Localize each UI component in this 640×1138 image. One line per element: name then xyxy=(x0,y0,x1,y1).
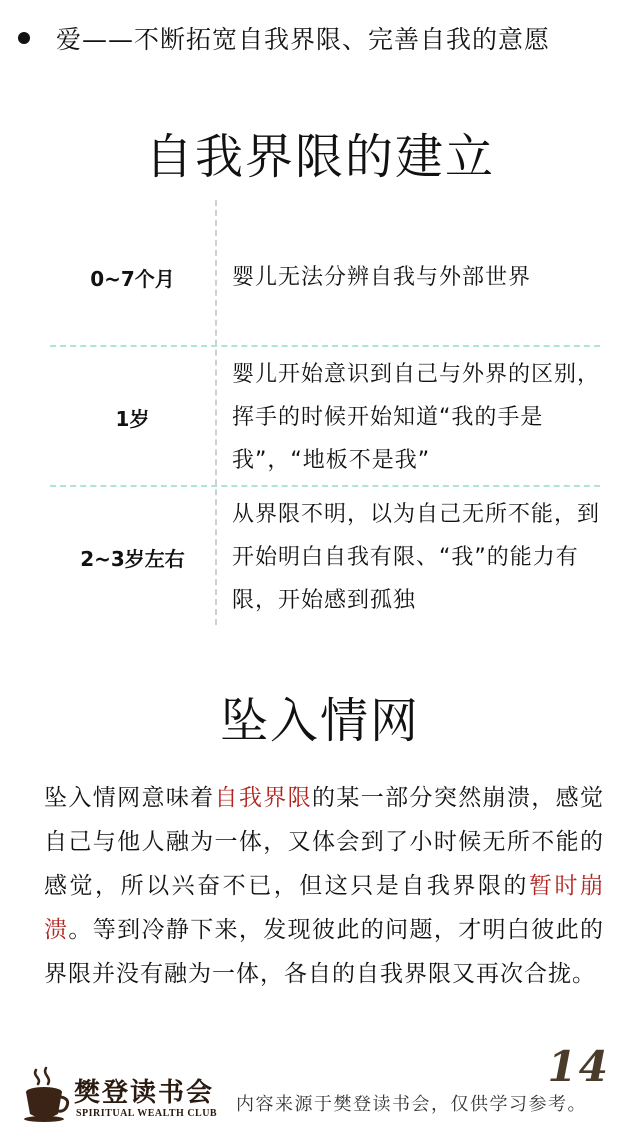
row-description: 从界限不明，以为自己无所不能，到开始明白自我有限、“我”的能力有限，开始感到孤独 xyxy=(232,501,601,613)
coffee-cup-icon xyxy=(22,1066,72,1124)
table-row xyxy=(50,492,600,622)
highlight-text: 自我界限 xyxy=(214,785,313,811)
row-age: 1岁 xyxy=(115,406,150,431)
section-title-love: 坠入情网 xyxy=(219,693,420,749)
highlight-text: 暂时崩溃 xyxy=(44,873,605,943)
page-number: 14 xyxy=(547,1042,610,1091)
bullet-icon xyxy=(18,32,30,44)
source-note: 内容来源于樊登读书会，仅供学习参考。 xyxy=(236,1094,587,1115)
bullet-heading xyxy=(18,14,630,62)
paragraph-text: 的某一部分突然崩溃，感觉自己与他人融为一体，又体会到了小时候无所不能的感觉，所以兴奋不已，但这只是自我界限的 xyxy=(44,785,605,899)
boundary-stages-table xyxy=(50,200,600,625)
row-description: 婴儿开始意识到自己与外界的区别，挥手的时候开始知道“我的手是我”，“地板不是我” xyxy=(232,361,601,473)
bullet-heading-text: 爱——不断拓宽自我界限、完善自我的意愿 xyxy=(56,25,551,54)
table-row-divider xyxy=(50,345,600,347)
row-age: 0~7个月 xyxy=(90,267,175,291)
table-row xyxy=(50,352,600,482)
paragraph-text: 坠入情网意味着 xyxy=(44,785,215,811)
logo-subtitle: SPIRITUAL WEALTH CLUB xyxy=(76,1108,218,1119)
row-description: 婴儿无法分辨自我与外部世界 xyxy=(232,265,532,290)
logo-title: 樊登读书会 xyxy=(74,1078,215,1108)
paragraph-text: 。等到冷静下来，发现彼此的问题，才明白彼此的界限并没有融为一体，各自的自我界限又再次合拢。 xyxy=(44,917,605,987)
club-logo xyxy=(22,1060,222,1126)
footer xyxy=(0,1042,640,1130)
section-title-boundary: 自我界限的建立 xyxy=(144,129,495,185)
table-row xyxy=(50,220,600,335)
table-row-divider xyxy=(50,485,600,487)
row-age: 2~3岁左右 xyxy=(80,546,185,571)
love-paragraph xyxy=(44,776,604,996)
